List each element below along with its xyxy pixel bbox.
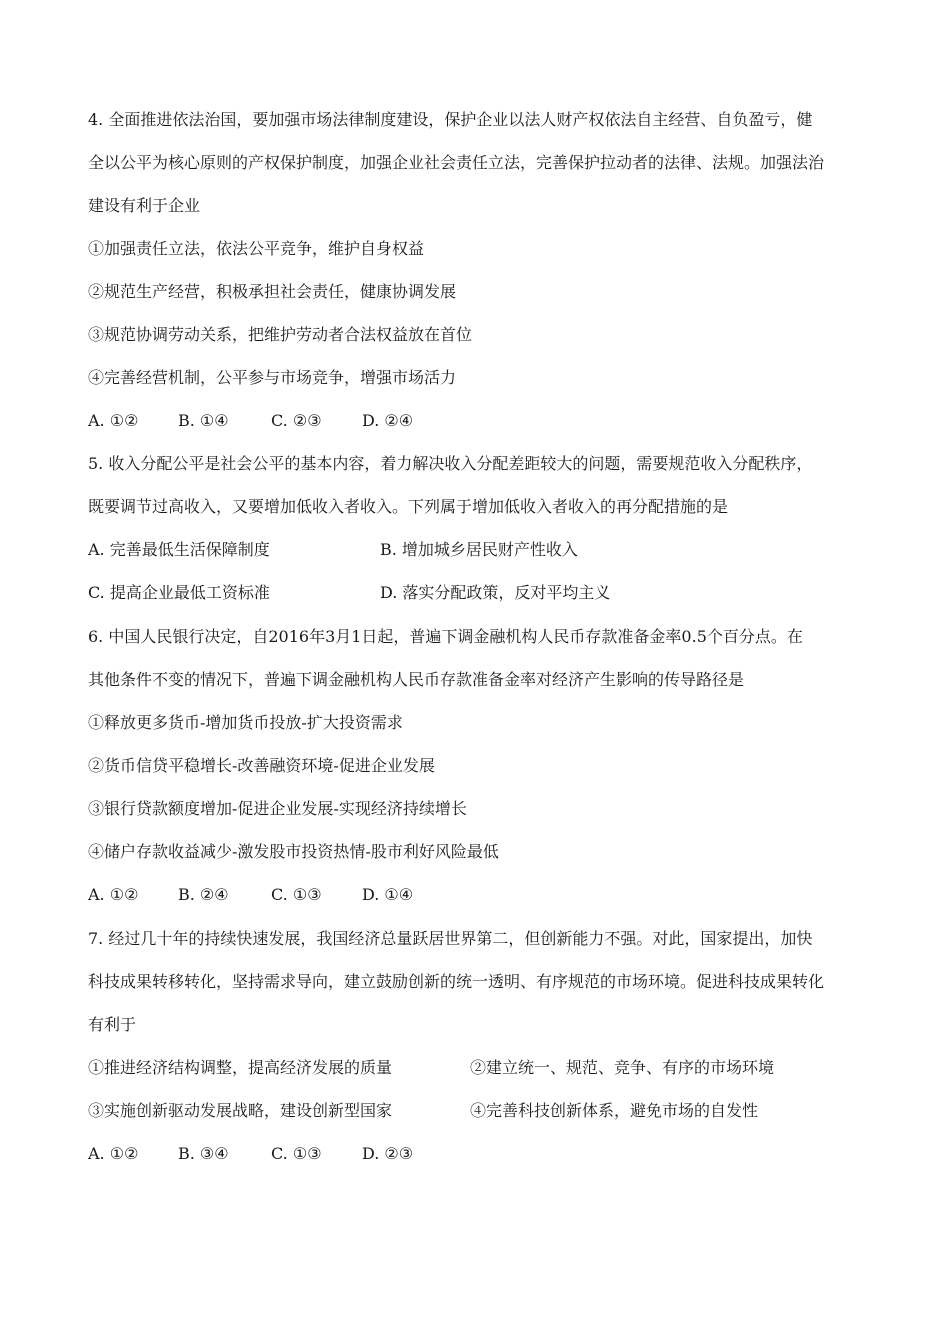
q5-option-b[interactable]: B. 增加城乡居民财产性收入	[380, 540, 578, 559]
q5-option-d[interactable]: D. 落实分配政策，反对平均主义	[380, 583, 611, 602]
q6-option-a[interactable]: A. ①②	[88, 885, 139, 904]
q7-stem-line-2: 科技成果转移转化，坚持需求导向，建立鼓励创新的统一透明、有序规范的市场环境。促进科技成果转化	[88, 972, 825, 991]
q6-stem-line-2: 其他条件不变的情况下，普遍下调金融机构人民币存款准备金率对经济产生影响的传导路径是	[88, 670, 745, 689]
q4-item-2: ②规范生产经营，积极承担社会责任，健康协调发展	[88, 282, 457, 301]
q6-item-4: ④储户存款收益减少-激发股市投资热情-股市利好风险最低	[88, 842, 499, 861]
q4-item-3: ③规范协调劳动关系，把维护劳动者合法权益放在首位	[88, 325, 473, 344]
q4-stem-line-3: 建设有利于企业	[88, 196, 201, 215]
q6-item-3: ③银行贷款额度增加-促进企业发展-实现经济持续增长	[88, 799, 467, 818]
q6-option-b[interactable]: B. ②④	[178, 885, 229, 904]
q5-stem-line-2: 既要调节过高收入，又要增加低收入者收入。下列属于增加低收入者收入的再分配措施的是	[88, 497, 729, 516]
q4-stem-line-1: 4. 全面推进依法治国，要加强市场法律制度建设，保护企业以法人财产权依法自主经营、自负盈亏，健	[88, 110, 813, 129]
q5-option-a[interactable]: A. 完善最低生活保障制度	[88, 540, 270, 559]
q7-item-4: ④完善科技创新体系，避免市场的自发性	[470, 1101, 759, 1120]
q4-option-d[interactable]: D. ②④	[362, 411, 414, 430]
q7-stem-line-1: 7. 经过几十年的持续快速发展，我国经济总量跃居世界第二，但创新能力不强。对此，国家提出，加快	[88, 929, 813, 948]
q4-stem-line-2: 全以公平为核心原则的产权保护制度，加强企业社会责任立法，完善保护拉动者的法律、法规。加强法治	[88, 153, 825, 172]
q6-stem-line-1: 6. 中国人民银行决定，自2016年3月1日起，普遍下调金融机构人民币存款准备金率0.5个百分点。在	[88, 627, 803, 646]
q7-item-1: ①推进经济结构调整，提高经济发展的质量	[88, 1058, 393, 1077]
q5-stem-line-1: 5. 收入分配公平是社会公平的基本内容，着力解决收入分配差距较大的问题，需要规范收入分配秩序，	[88, 454, 813, 473]
q7-stem-line-3: 有利于	[88, 1015, 137, 1034]
q7-item-2: ②建立统一、规范、竞争、有序的市场环境	[470, 1058, 775, 1077]
q7-option-c[interactable]: C. ①③	[271, 1144, 322, 1163]
q4-option-c[interactable]: C. ②③	[271, 411, 322, 430]
q6-item-1: ①释放更多货币-增加货币投放-扩大投资需求	[88, 713, 403, 732]
q6-item-2: ②货币信贷平稳增长-改善融资环境-促进企业发展	[88, 756, 435, 775]
q4-option-b[interactable]: B. ①④	[178, 411, 229, 430]
q4-item-1: ①加强责任立法，依法公平竞争，维护自身权益	[88, 239, 425, 258]
q7-item-3: ③实施创新驱动发展战略，建设创新型国家	[88, 1101, 393, 1120]
q4-item-4: ④完善经营机制，公平参与市场竞争，增强市场活力	[88, 368, 457, 387]
q4-option-a[interactable]: A. ①②	[88, 411, 139, 430]
q7-option-d[interactable]: D. ②③	[362, 1144, 414, 1163]
q7-option-b[interactable]: B. ③④	[178, 1144, 229, 1163]
q5-option-c[interactable]: C. 提高企业最低工资标准	[88, 583, 270, 602]
q6-option-c[interactable]: C. ①③	[271, 885, 322, 904]
q7-option-a[interactable]: A. ①②	[88, 1144, 139, 1163]
q6-option-d[interactable]: D. ①④	[362, 885, 414, 904]
